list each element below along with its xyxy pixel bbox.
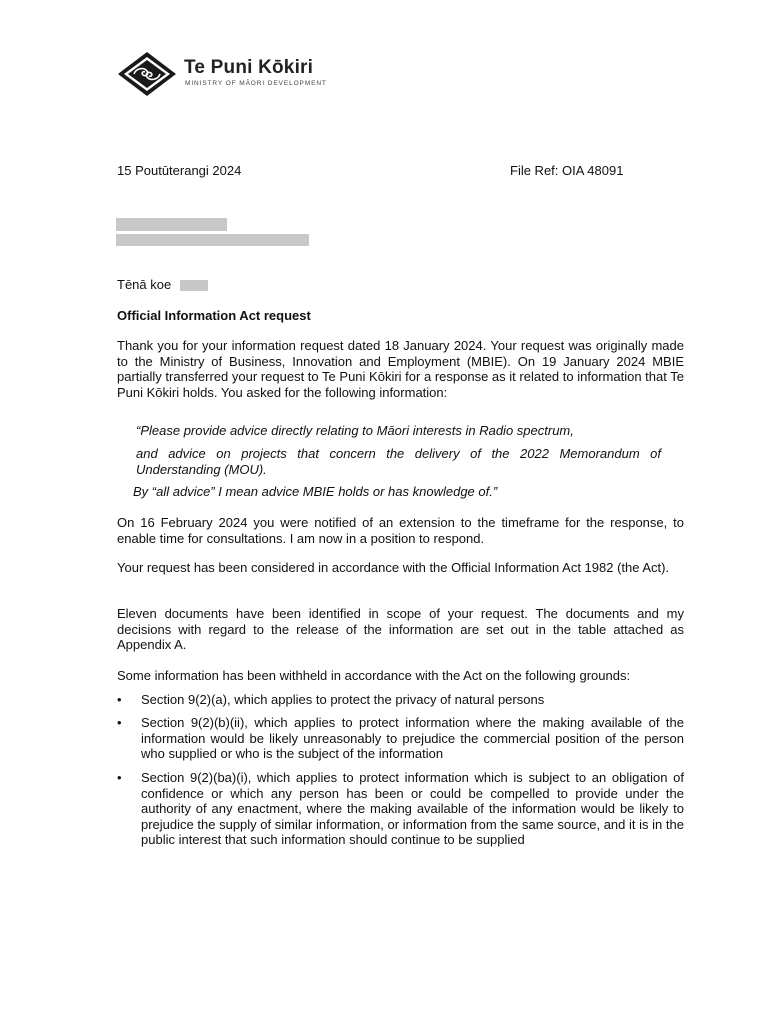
intro-paragraph: Thank you for your information request dated 18 January 2024. Your request was originally made to the Ministry of Business, Innovation and Employment (MBIE). On 19 January 2024 MBIE partially transferred your request to Te Puni Kōkiri for a response as it related to information that Te Puni Kōkiri holds. You asked for the following information: xyxy=(117,338,684,400)
letter-date: 15 Poutūterangi 2024 xyxy=(117,163,242,178)
ground-text: Section 9(2)(b)(ii), which applies to protect information where the making available of the information would be likely unreasonably to prejudice the commercial position of the person who supplied or who is the subject of the information xyxy=(141,715,684,761)
bullet-icon: • xyxy=(117,770,122,785)
redacted-recipient-address xyxy=(116,234,309,246)
org-name: Te Puni Kōkiri xyxy=(184,57,314,78)
bullet-icon: • xyxy=(117,692,122,707)
quote-line-1: “Please provide advice directly relating to Māori interests in Radio spectrum, xyxy=(136,423,574,438)
redacted-salutation-name xyxy=(180,280,208,291)
koru-diamond-icon xyxy=(116,50,178,98)
bullet-icon: • xyxy=(117,715,122,730)
letter-subject: Official Information Act request xyxy=(117,308,311,323)
extension-paragraph: On 16 February 2024 you were notified of an extension to the timeframe for the response, to enable time for consultations. I am now in a position to respond. xyxy=(117,515,684,546)
redacted-recipient-name xyxy=(116,218,227,231)
letterhead-logo xyxy=(116,50,336,98)
documents-paragraph: Eleven documents have been identified in scope of your request. The documents and my decisions with regard to the release of the information are set out in the table attached as Appendix A. xyxy=(117,606,684,652)
org-subtitle: MINISTRY OF MĀORI DEVELOPMENT xyxy=(185,80,327,87)
withheld-paragraph: Some information has been withheld in accordance with the Act on the following grounds: xyxy=(117,668,631,683)
file-reference: File Ref: OIA 48091 xyxy=(510,163,624,178)
quote-line-3: By “all advice” I mean advice MBIE holds or has knowledge of.” xyxy=(133,484,498,499)
ground-text: Section 9(2)(ba)(i), which applies to protect information which is subject to an obligation of confidence or which any person has been or could be compelled to provide under the authority of any enactment, where the making available of the information would be likely to prejudice the supply of similar information, or information from the same source, and it is in the public interest that such information should continue to be supplied xyxy=(141,770,684,847)
considered-paragraph: Your request has been considered in accordance with the Official Information Act 1982 (the Act). xyxy=(117,560,670,575)
salutation: Tēnā koe xyxy=(117,277,172,292)
quote-line-2: and advice on projects that concern the delivery of the 2022 Memorandum of Understanding (MOU). xyxy=(136,446,661,477)
ground-text: Section 9(2)(a), which applies to protect the privacy of natural persons xyxy=(141,692,545,707)
